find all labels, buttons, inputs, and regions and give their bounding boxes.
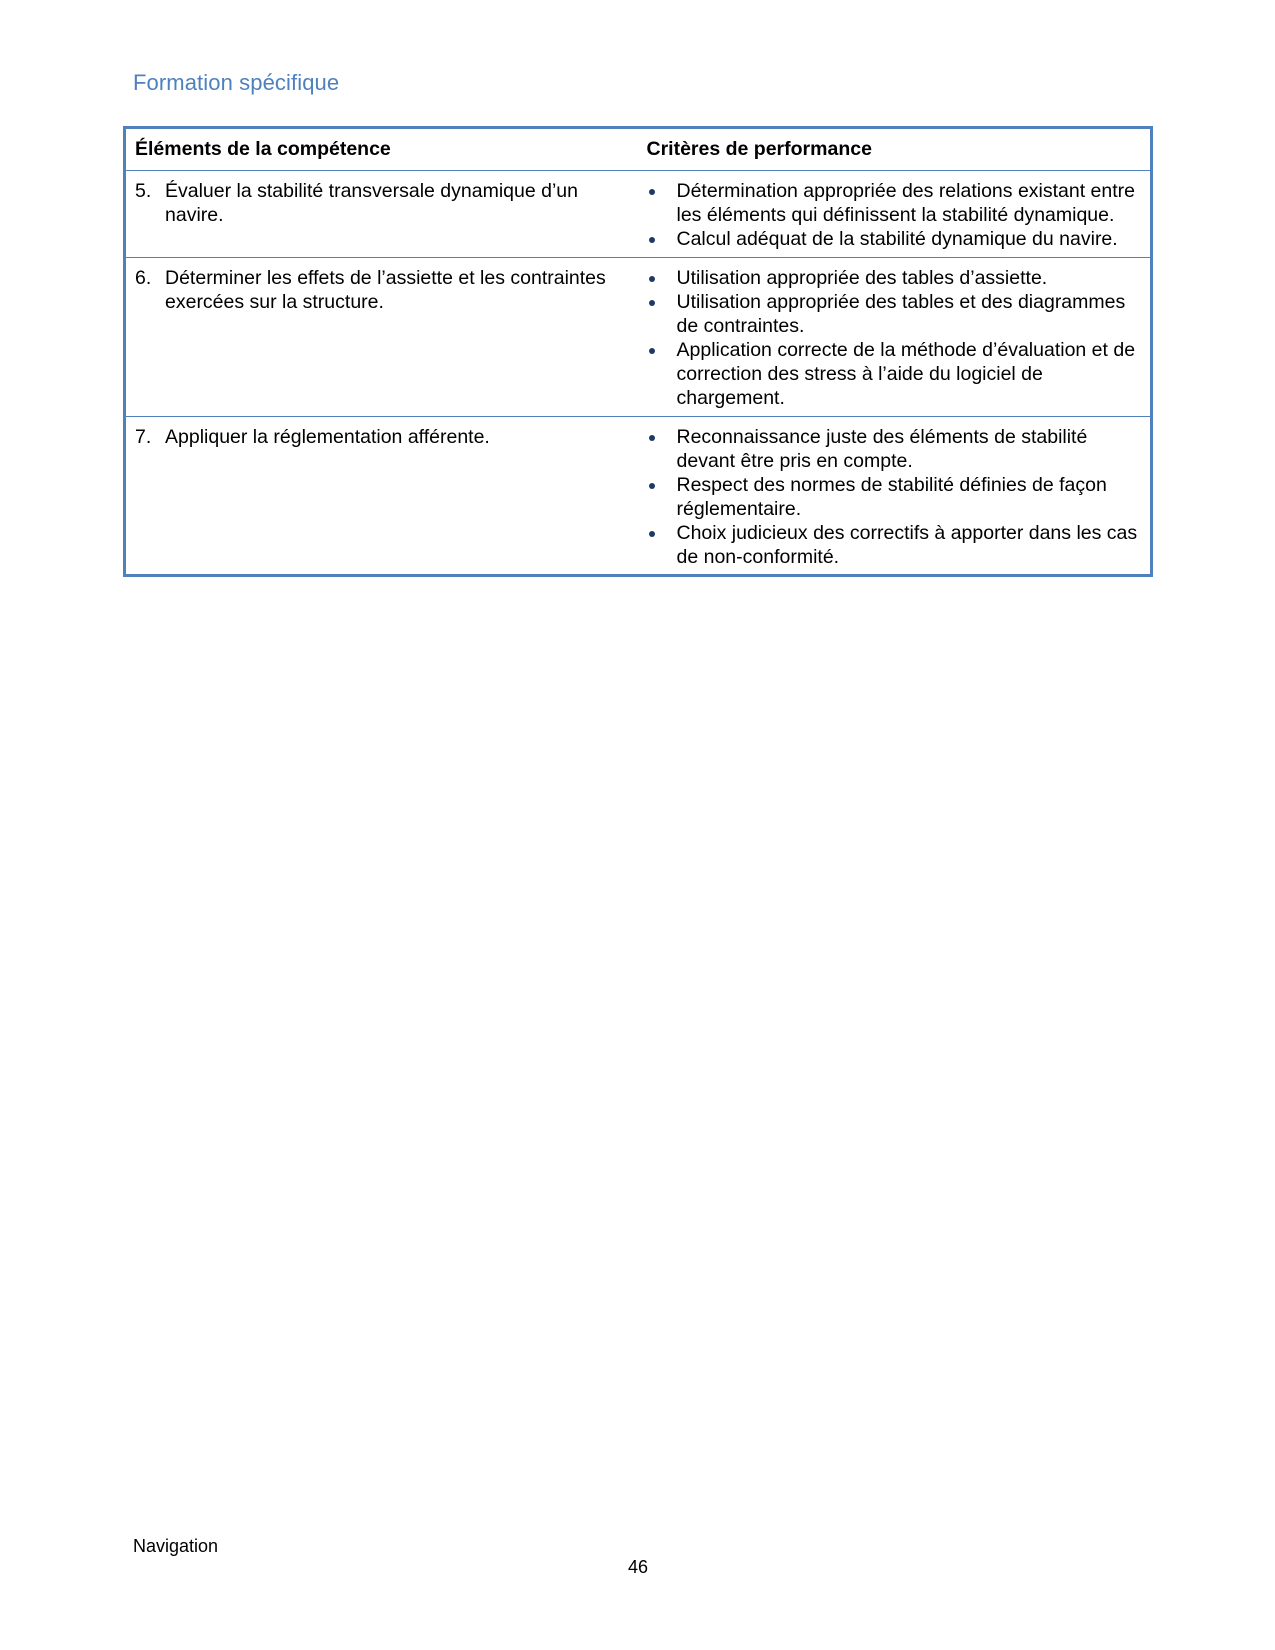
criteria-cell: [638, 417, 1152, 576]
criteria-text: Application correcte de la méthode d’évaluation et de correction des stress à l’aide du logiciel de chargement.: [676, 339, 1136, 409]
element-text: Évaluer la stabilité transversale dynamique d’un navire.: [165, 180, 578, 226]
criteria-item: [647, 266, 1143, 290]
header-elements: Éléments de la compétence: [125, 128, 638, 171]
table-row: [125, 171, 1152, 258]
table-header-row: [125, 128, 1152, 171]
bullet-icon: [647, 425, 677, 473]
element-text: Appliquer la réglementation afférente.: [165, 426, 490, 448]
page-number: 46: [628, 1557, 649, 1577]
criteria-item: [647, 179, 1143, 227]
criteria-text: Respect des normes de stabilité définies de façon réglementaire.: [676, 474, 1107, 520]
bullet-icon: [647, 227, 677, 251]
bullet-icon: [647, 473, 677, 521]
criteria-item: [647, 227, 1143, 251]
criteria-text: Utilisation appropriée des tables d’assiette.: [676, 267, 1048, 289]
criteria-item: [647, 521, 1143, 569]
section-title: Formation spécifique: [133, 70, 340, 95]
element-number: 5.: [135, 180, 152, 202]
element-cell: [125, 171, 638, 258]
element-item: [135, 266, 630, 314]
criteria-cell: [638, 258, 1152, 417]
criteria-text: Détermination appropriée des relations existant entre les éléments qui définissent la stabilité dynamique.: [676, 180, 1136, 226]
criteria-text: Reconnaissance juste des éléments de stabilité devant être pris en compte.: [676, 426, 1088, 472]
element-item: [135, 179, 630, 227]
criteria-item: [647, 473, 1143, 521]
element-text: Déterminer les effets de l’assiette et les contraintes exercées sur la structure.: [165, 267, 606, 313]
header-criteria: Critères de performance: [638, 128, 1152, 171]
criteria-list: [647, 425, 1143, 569]
criteria-text: Choix judicieux des correctifs à apporter dans les cas de non-conformité.: [676, 522, 1138, 568]
element-number: 6.: [135, 267, 152, 289]
table-row: [125, 258, 1152, 417]
criteria-text: Calcul adéquat de la stabilité dynamique du navire.: [676, 228, 1118, 250]
competence-table: [123, 126, 1153, 577]
criteria-text: Utilisation appropriée des tables et des diagrammes de contraintes.: [676, 291, 1126, 337]
element-cell: [125, 417, 638, 576]
criteria-list: [647, 179, 1143, 251]
criteria-cell: [638, 171, 1152, 258]
criteria-list: [647, 266, 1143, 410]
criteria-item: [647, 425, 1143, 473]
bullet-icon: [647, 179, 677, 227]
element-item: [135, 425, 630, 449]
bullet-icon: [647, 521, 677, 569]
bullet-icon: [647, 266, 677, 290]
element-cell: [125, 258, 638, 417]
bullet-icon: [647, 290, 677, 338]
element-number: 7.: [135, 426, 152, 448]
bullet-icon: [647, 338, 677, 410]
footer-program: Navigation: [133, 1536, 219, 1556]
table-row: [125, 417, 1152, 576]
criteria-item: [647, 338, 1143, 410]
criteria-item: [647, 290, 1143, 338]
